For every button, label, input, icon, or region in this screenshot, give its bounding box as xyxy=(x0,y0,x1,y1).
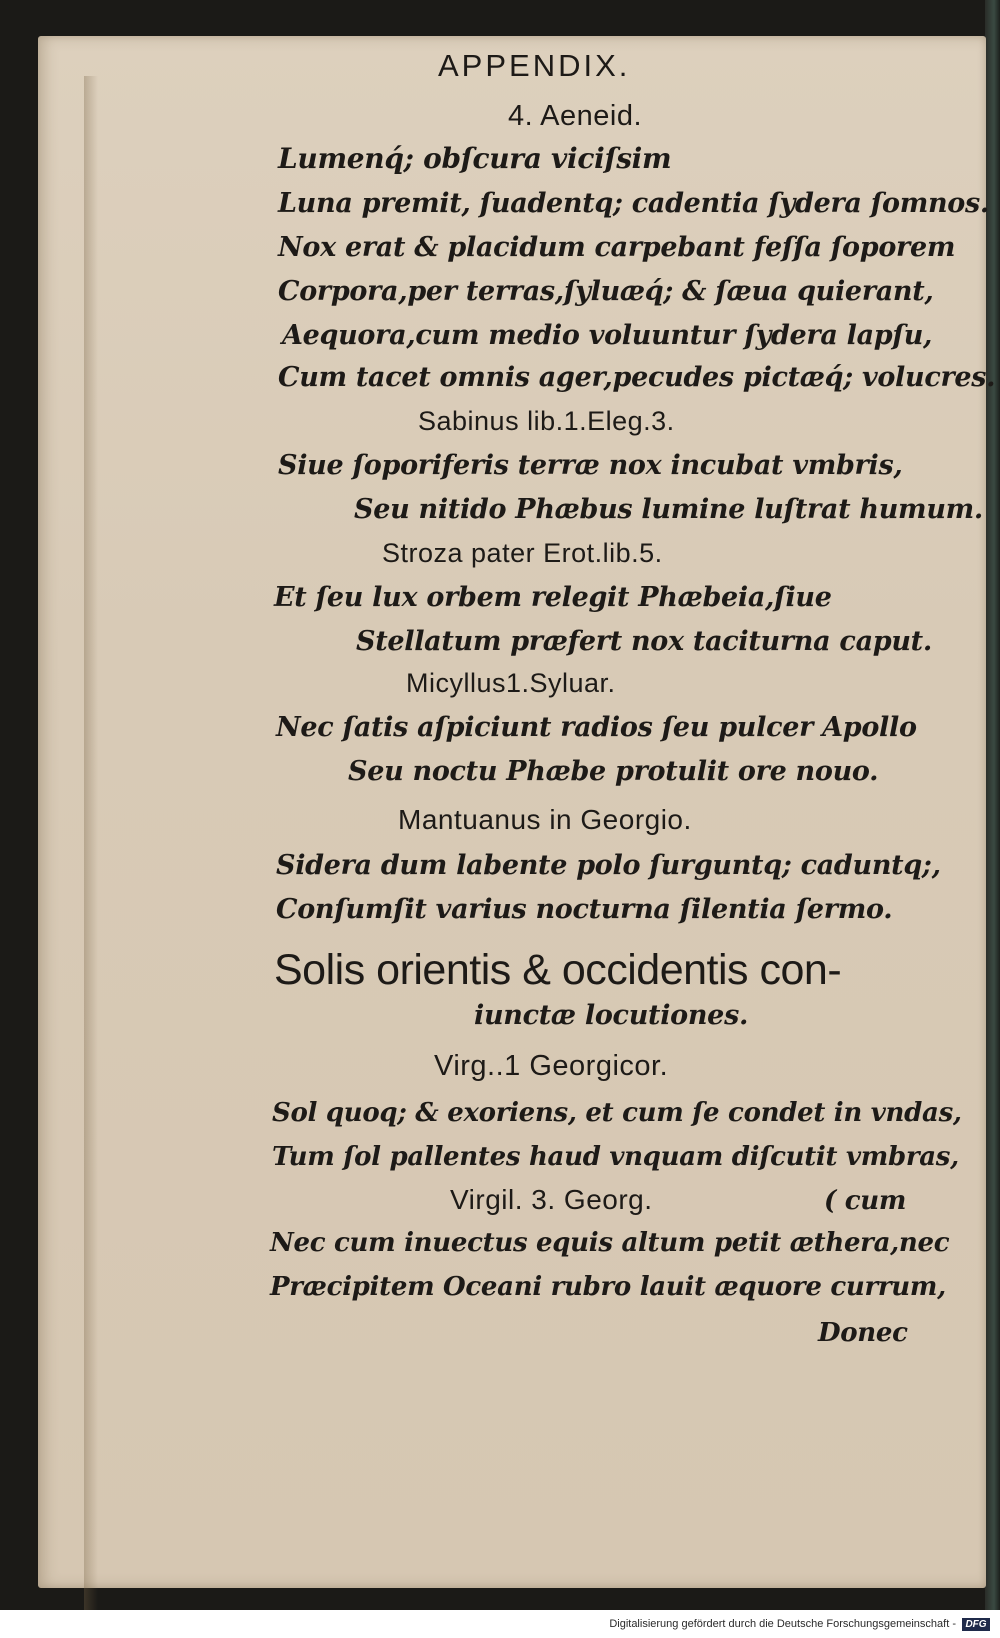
catchword: Donec xyxy=(818,1318,908,1348)
verse-line: Seu nitido Phæbus lumine luſtrat humum. xyxy=(354,494,984,525)
source-heading: Micyllus1.Syluar. xyxy=(406,668,616,698)
section-heading-continued: iunctæ locutiones. xyxy=(474,1000,749,1031)
verse-line: Aequora,cum medio voluuntur ſydera lapſu, xyxy=(282,320,933,351)
source-heading: Sabinus lib.1.Eleg.3. xyxy=(418,406,675,436)
book-page xyxy=(38,36,996,1588)
footer xyxy=(0,1610,1000,1638)
source-heading: Mantuanus in Georgio. xyxy=(398,804,692,835)
verse-line: Lumenq́; obſcura viciſsim xyxy=(278,142,672,175)
running-head: APPENDIX. xyxy=(438,48,631,83)
verse-line: Nec cum inuectus equis altum petit æthera,nec xyxy=(270,1228,950,1258)
verse-line: Et ſeu lux orbem relegit Phæbeia,ſiue xyxy=(274,582,832,613)
heading-aeneid: 4. Aeneid. xyxy=(508,100,642,132)
verse-line: Seu noctu Phæbe protulit ore nouo. xyxy=(348,756,879,787)
verse-line: Corpora,per terras,ſyluæq́; & ſæua quierant, xyxy=(278,276,934,307)
dfg-logo: DFG xyxy=(962,1618,990,1631)
verse-line: Cum tacet omnis ager,pecudes pictæq́; volucres. xyxy=(278,362,996,393)
verse-line: Stellatum præfert nox taciturna caput. xyxy=(356,626,932,657)
source-heading: Virg..1 Georgicor. xyxy=(434,1050,669,1082)
verse-line: Luna premit, ſuadentq; cadentia ſydera ſomnos. xyxy=(278,188,990,219)
verse-line: Sol quoq; & exoriens, et cum ſe condet in vndas, xyxy=(272,1098,962,1128)
verse-line: Sidera dum labente polo ſurguntq; caduntq;, xyxy=(276,850,941,881)
verse-line: Nec ſatis aſpiciunt radios ſeu pulcer Apollo xyxy=(276,712,917,743)
section-heading: Solis orientis & occidentis con- xyxy=(274,946,842,994)
verse-line: Tum ſol pallentes haud vnquam diſcutit vmbras, xyxy=(272,1142,959,1172)
book-edge xyxy=(985,0,1000,1610)
verse-line: Siue ſoporiferis terræ nox incubat vmbris, xyxy=(278,450,903,481)
catchword-fragment: ( cum xyxy=(824,1186,907,1216)
verse-line: Præcipitem Oceani rubro lauit æquore currum, xyxy=(270,1272,946,1302)
page-text xyxy=(38,36,996,1588)
source-heading: Virgil. 3. Georg. xyxy=(450,1184,653,1215)
verse-line: Conſumſit varius nocturna ſilentia ſermo. xyxy=(276,894,893,925)
digitization-credit: Digitalisierung gefördert durch die Deutsche Forschungsgemeinschaft - xyxy=(609,1618,956,1630)
source-heading: Stroza pater Erot.lib.5. xyxy=(382,538,663,568)
verse-line: Nox erat & placidum carpebant feſſa ſoporem xyxy=(278,232,956,263)
